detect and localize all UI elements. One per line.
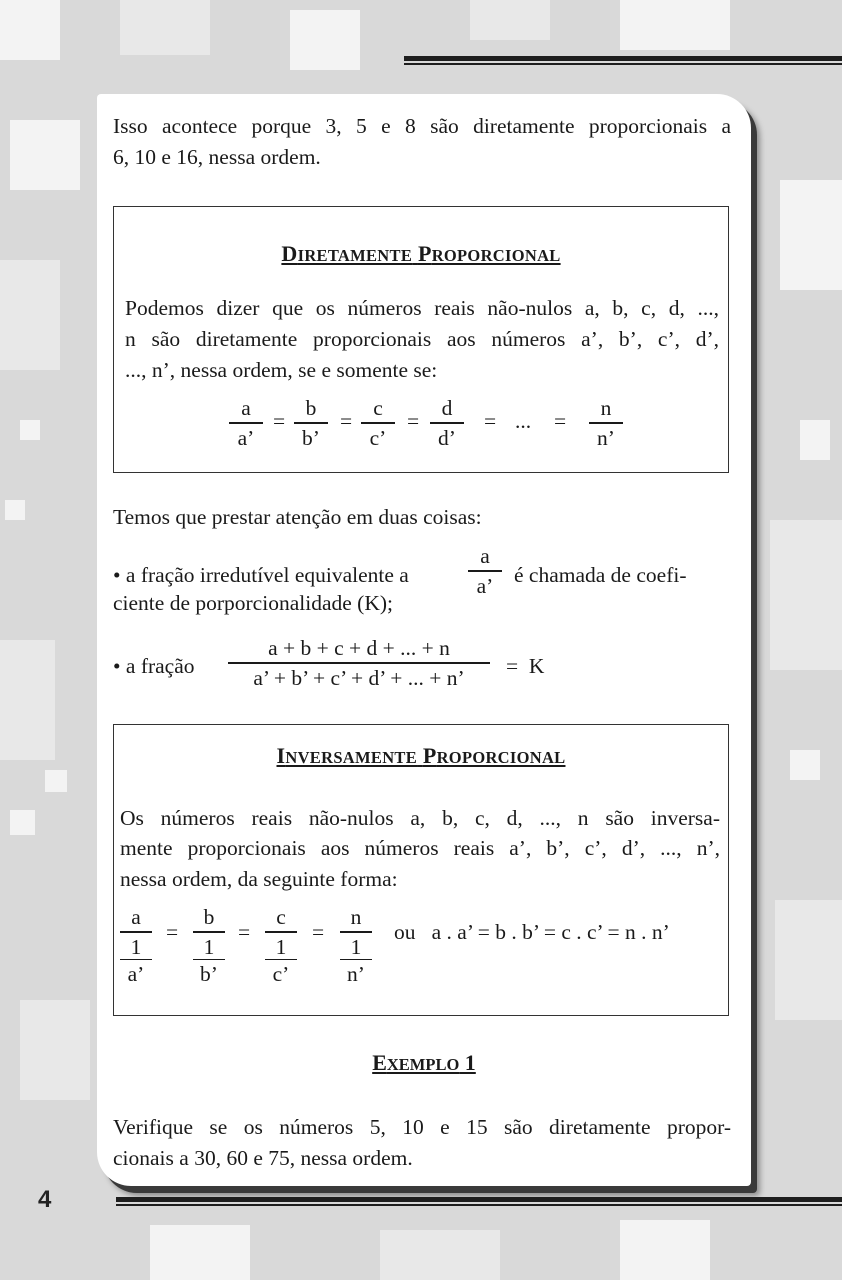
complex-fraction-n <box>340 905 372 986</box>
fraction-denominator: d’ <box>438 425 456 450</box>
bottom-rule <box>116 1197 842 1207</box>
fraction-denominator: b’ <box>200 962 218 986</box>
inverse-proportion-title <box>114 743 728 769</box>
note-1-part-1: • a fração irredutível equivalente a <box>113 563 409 587</box>
fraction-denominator: c’ <box>369 425 387 450</box>
fraction-numerator: b <box>305 396 317 420</box>
background-square <box>790 750 820 780</box>
note-1-line-2: ciente de porporcionalidade (K); <box>113 591 393 615</box>
inverse-line-1: Os números reais não-nulos a, b, c, d, ..., n são inversa- <box>120 806 720 830</box>
fraction-numerator: a + b + c + d + ... + n <box>268 636 450 660</box>
top-rule <box>404 56 842 66</box>
background-square <box>20 1000 90 1100</box>
equals-sign: = <box>238 920 251 944</box>
background-square <box>0 260 60 370</box>
note-2-part-1: • a fração <box>113 654 195 678</box>
background-square <box>0 0 60 60</box>
title-rest: ROPORCIONAL <box>436 748 566 767</box>
equals-sign: = <box>166 920 179 944</box>
equals-sign: = <box>484 409 497 433</box>
fraction-numerator: n <box>350 905 362 929</box>
example-title <box>97 1050 751 1076</box>
direct-line-1: Podemos dizer que os números reais não-nulos a, b, c, d, ..., <box>125 296 719 320</box>
direct-line-3: ..., n’, nessa ordem, se e somente se: <box>125 358 438 382</box>
direct-line-2: n são diretamente proporcionais aos números a’, b’, c’, d’, <box>125 327 719 351</box>
background-square <box>0 640 55 760</box>
fraction-denominator: n’ <box>597 425 615 450</box>
fraction-b <box>294 396 328 450</box>
background-square <box>770 520 842 670</box>
fraction-numerator: a <box>131 905 141 929</box>
equals-sign: = <box>554 409 567 433</box>
fraction-numerator: n <box>600 396 612 420</box>
fraction-n <box>589 396 623 450</box>
ellipsis: ... <box>515 409 532 433</box>
title-initial: E <box>372 1050 387 1075</box>
fraction-denominator: b’ <box>302 425 320 450</box>
page-number: 4 <box>38 1186 52 1213</box>
fraction-denominator: n’ <box>347 962 365 986</box>
title-initial: D <box>281 241 298 266</box>
intro-line-2: 6, 10 e 16, nessa ordem. <box>113 145 321 169</box>
inverse-proportion-box <box>113 724 729 1016</box>
note-2-fraction <box>228 636 490 690</box>
top-rule-thick-line <box>404 56 842 61</box>
fraction-numerator: c <box>373 396 383 420</box>
fraction-d <box>430 396 464 450</box>
equals-sign: = <box>273 409 286 433</box>
fraction-denominator: 1 <box>130 934 142 959</box>
complex-fraction-b <box>193 905 225 986</box>
background-square <box>120 0 210 55</box>
fraction-numerator: a <box>480 544 490 568</box>
background-square <box>620 0 730 50</box>
background-square <box>800 420 830 460</box>
fraction-c <box>361 396 395 450</box>
background-square <box>10 810 35 835</box>
inverse-line-3: nessa ordem, da seguinte forma: <box>120 867 398 891</box>
title-initial: P <box>422 743 437 768</box>
fraction-denominator: a’ <box>237 425 255 450</box>
background-square <box>470 0 550 40</box>
fraction-numerator: a <box>241 396 251 420</box>
top-rule-thin-line <box>404 63 842 65</box>
background-square <box>45 770 67 792</box>
background-square <box>380 1230 500 1280</box>
fraction-numerator: c <box>276 905 286 929</box>
background-square <box>5 500 25 520</box>
fraction-denominator: a’ <box>127 962 145 986</box>
background-square <box>20 420 40 440</box>
fraction-numerator: b <box>203 905 215 929</box>
complex-fraction-c <box>265 905 297 986</box>
example-line-1: Verifique se os números 5, 10 e 15 são diretamente propor- <box>113 1115 731 1139</box>
background-square <box>290 10 360 70</box>
background-square <box>150 1225 250 1280</box>
fraction-a <box>229 396 263 450</box>
title-rest: IRETAMENTE <box>297 246 413 265</box>
bottom-rule-thick-line <box>116 1197 842 1202</box>
title-number: 1 <box>459 1050 476 1075</box>
equals-sign: = <box>312 920 325 944</box>
example-line-2: cionais a 30, 60 e 75, nessa ordem. <box>113 1146 413 1170</box>
note-1-part-2: é chamada de coefi- <box>514 563 687 587</box>
fraction-denominator: a’ <box>476 573 494 598</box>
title-initial: I <box>276 743 286 768</box>
inverse-line-2: mente proporcionais aos números reais a’, b’, c’, d’, ..., n’, <box>120 836 720 860</box>
equals-sign: = <box>340 409 353 433</box>
background-square <box>775 900 842 1020</box>
equals-sign: = <box>407 409 420 433</box>
direct-proportion-box <box>113 206 729 473</box>
intro-line-1: Isso acontece porque 3, 5 e 8 são diretamente proporcionais a <box>113 114 731 138</box>
fraction-denominator: 1 <box>350 934 362 959</box>
title-initial: P <box>417 241 432 266</box>
fraction-numerator: d <box>441 396 453 420</box>
note-2-part-2: = K <box>506 654 545 678</box>
notes-intro: Temos que prestar atenção em duas coisas: <box>113 505 482 529</box>
bottom-rule-thin-line <box>116 1204 842 1206</box>
note-1-fraction <box>468 544 502 598</box>
title-rest: NVERSAMENTE <box>285 748 418 767</box>
title-rest: ROPORCIONAL <box>431 246 561 265</box>
fraction-denominator: a’ + b’ + c’ + d’ + ... + n’ <box>253 665 465 690</box>
complex-fraction-a <box>120 905 152 986</box>
fraction-denominator: 1 <box>275 934 287 959</box>
background-square <box>10 120 80 190</box>
background-square <box>780 180 842 290</box>
direct-proportion-title <box>114 241 728 267</box>
alternative-equation: ou a . a’ = b . b’ = c . c’ = n . n’ <box>394 920 670 944</box>
fraction-denominator: c’ <box>272 962 290 986</box>
background-square <box>620 1220 710 1280</box>
title-rest: XEMPLO <box>386 1055 460 1074</box>
fraction-denominator: 1 <box>203 934 215 959</box>
